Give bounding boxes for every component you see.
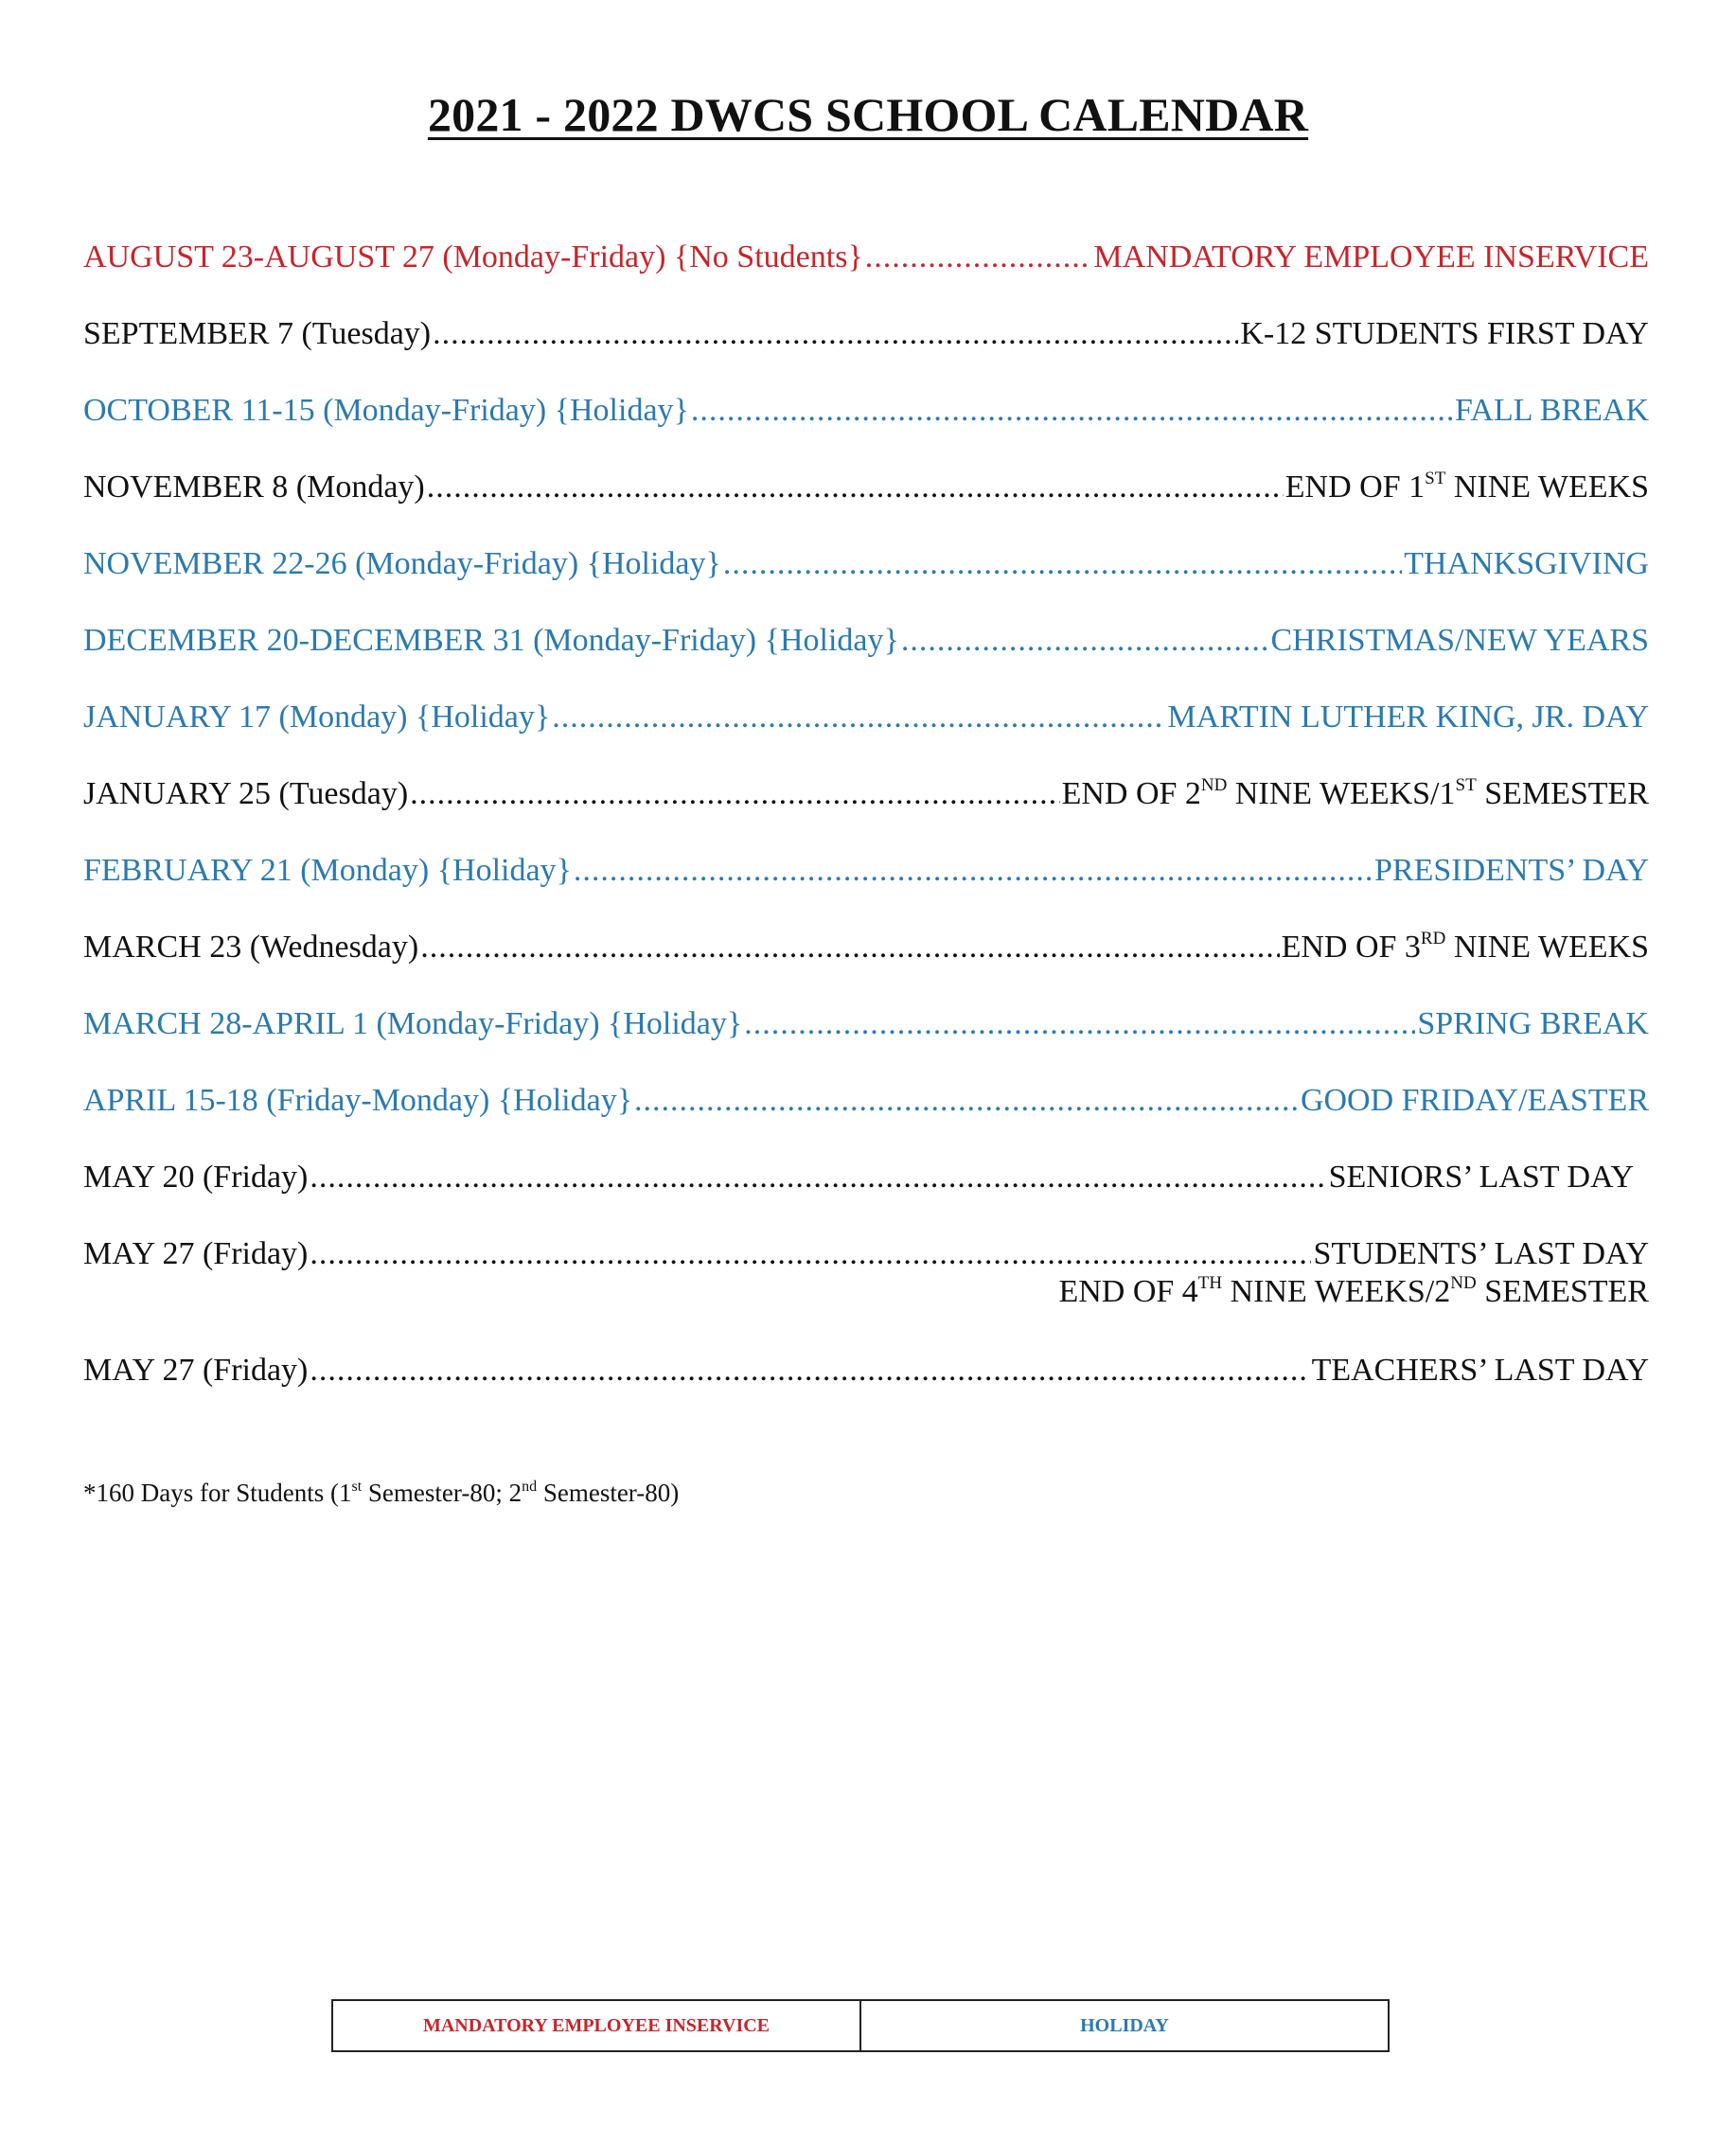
calendar-entry xyxy=(83,1159,1649,1196)
entry-date: MARCH 23 (Wednesday) xyxy=(83,930,419,965)
entry-date: MARCH 28-APRIL 1 (Monday-Friday) {Holiday} xyxy=(83,1006,743,1041)
footnote: *160 Days for Students (1st Semester-80; 2nd Semester-80) xyxy=(83,1479,680,1507)
entry-event: MARTIN LUTHER KING, JR. DAY xyxy=(1167,700,1649,735)
dot-leader xyxy=(574,852,1373,890)
entry-date: NOVEMBER 22-26 (Monday-Friday) {Holiday} xyxy=(83,546,721,581)
entry-date: JANUARY 25 (Tuesday) xyxy=(83,776,409,811)
calendar-entry xyxy=(83,239,1649,276)
entry-event: END OF 1ST NINE WEEKS xyxy=(1284,469,1649,505)
entry-event: PRESIDENTS’ DAY xyxy=(1374,853,1649,888)
entry-event: K-12 STUDENTS FIRST DAY xyxy=(1240,316,1649,351)
entry-event: GOOD FRIDAY/EASTER xyxy=(1300,1083,1649,1118)
dot-leader xyxy=(744,1005,1415,1043)
legend-inservice: MANDATORY EMPLOYEE INSERVICE xyxy=(422,2014,771,2036)
calendar-entry xyxy=(83,469,1649,506)
entry-event: THANKSGIVING xyxy=(1404,546,1649,581)
calendar-entry xyxy=(83,929,1649,966)
calendar-entry xyxy=(83,1352,1649,1390)
page-title: 2021 - 2022 DWCS SCHOOL CALENDAR xyxy=(427,88,1309,141)
dot-leader xyxy=(552,699,1165,736)
entry-date: MAY 27 (Friday) xyxy=(83,1236,309,1271)
entry-date: APRIL 15-18 (Friday-Monday) {Holiday} xyxy=(83,1083,633,1118)
entry-event: END OF 2ND NINE WEEKS/1ST SEMESTER xyxy=(1061,775,1649,811)
entry-date: NOVEMBER 8 (Monday) xyxy=(83,470,425,505)
calendar-entry xyxy=(83,852,1649,890)
entry-event: END OF 3RD NINE WEEKS xyxy=(1281,929,1649,965)
entry-date: MAY 27 (Friday) xyxy=(83,1353,309,1388)
color-legend xyxy=(331,1999,1390,2052)
entry-date: FEBRUARY 21 (Monday) {Holiday} xyxy=(83,853,572,888)
entry-event: FALL BREAK xyxy=(1455,393,1649,428)
entry-event: STUDENTS’ LAST DAY xyxy=(1313,1236,1649,1271)
entry-event: CHRISTMAS/NEW YEARS xyxy=(1270,623,1649,658)
calendar-entry xyxy=(83,699,1649,736)
dot-leader xyxy=(901,622,1269,660)
calendar-entry xyxy=(83,622,1649,660)
entry-date: MAY 20 (Friday) xyxy=(83,1160,309,1195)
dot-leader xyxy=(723,545,1402,583)
entry-date: OCTOBER 11-15 (Monday-Friday) {Holiday} xyxy=(83,393,689,428)
entry-date: DECEMBER 20-DECEMBER 31 (Monday-Friday) {Holiday} xyxy=(83,623,899,658)
calendar-entry xyxy=(83,1082,1649,1120)
dot-leader xyxy=(310,1352,1309,1390)
entry-date: AUGUST 23-AUGUST 27 (Monday-Friday) {No Students} xyxy=(83,239,863,275)
entry-date: JANUARY 17 (Monday) {Holiday} xyxy=(83,700,551,735)
calendar-entry xyxy=(83,545,1649,583)
entry-event: MANDATORY EMPLOYEE INSERVICE xyxy=(1093,239,1649,275)
legend-holiday: HOLIDAY xyxy=(859,2001,1388,2050)
dot-leader xyxy=(420,929,1279,966)
dot-leader xyxy=(310,1235,1311,1273)
dot-leader xyxy=(410,775,1059,813)
entry-event: TEACHERS’ LAST DAY xyxy=(1311,1353,1649,1388)
calendar-entry xyxy=(83,1235,1649,1309)
dot-leader xyxy=(310,1159,1326,1196)
calendar-entry xyxy=(83,392,1649,430)
dot-leader xyxy=(691,392,1453,430)
entry-event-subline: END OF 4TH NINE WEEKS/2ND SEMESTER xyxy=(1058,1273,1649,1309)
calendar-entries xyxy=(83,239,1649,1428)
dot-leader xyxy=(427,469,1284,506)
dot-leader xyxy=(634,1082,1299,1120)
entry-event: SENIORS’ LAST DAY xyxy=(1328,1160,1634,1195)
calendar-entry xyxy=(83,1005,1649,1043)
entry-event: SPRING BREAK xyxy=(1417,1006,1649,1041)
dot-leader xyxy=(433,315,1238,353)
calendar-entry xyxy=(83,315,1649,353)
dot-leader xyxy=(865,239,1092,276)
entry-date: SEPTEMBER 7 (Tuesday) xyxy=(83,316,432,351)
calendar-entry xyxy=(83,775,1649,813)
